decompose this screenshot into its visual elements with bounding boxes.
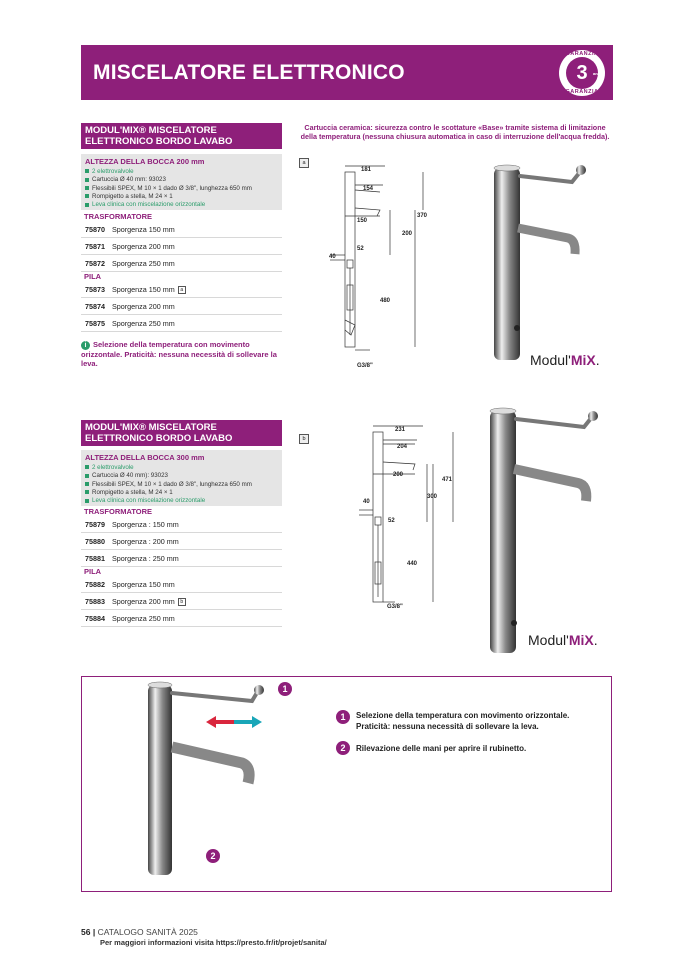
legend-marker-2: 2 (336, 741, 350, 755)
bullet-icon (85, 203, 89, 207)
product-faucet-image-1 (480, 160, 610, 360)
svg-text:200: 200 (393, 472, 404, 478)
spec-bullet: Leva clinica con miscelazione orizzontale (85, 201, 278, 209)
spec-bullet: Leva clinica con miscelazione orizzontale (85, 497, 278, 505)
svg-text:G3/8": G3/8" (387, 604, 403, 610)
product-faucet-image-2 (478, 405, 608, 655)
group-label-battery: PILA (84, 272, 102, 281)
marker-1: 1 (278, 682, 292, 696)
svg-text:52: 52 (357, 246, 364, 252)
badge-top-text: GARANZIA (565, 51, 599, 57)
spec-bullet: Rompigetto a stella, M 24 × 1 (85, 193, 278, 201)
section-2-title: MODUL'MIX® MISCELATORE ELETTRONICO BORDO LAVABO (81, 420, 282, 446)
feature-callout (81, 676, 612, 892)
warranty-badge (559, 50, 605, 96)
footer-page: 56 | CATALOGO SANITÀ 2025 (81, 927, 198, 937)
diagram-tag-icon: a (178, 286, 186, 294)
bullet-icon (85, 490, 89, 494)
section-2-specs (81, 450, 282, 506)
diagram-tag: a (299, 158, 309, 168)
spec-title: ALTEZZA DELLA BOCCA 200 mm (85, 157, 205, 166)
table-row: 75880 Sporgenza : 200 mm (81, 533, 282, 550)
svg-text:40: 40 (329, 254, 336, 260)
brand-logo: Modul'MiX. (528, 632, 598, 648)
svg-text:181: 181 (361, 167, 372, 173)
technical-drawing-2 (355, 422, 475, 612)
table-row: 75875 Sporgenza 250 mm (81, 315, 282, 332)
callout-faucet-image (142, 679, 272, 879)
svg-text:154: 154 (363, 186, 374, 192)
badge-unit: anni (593, 71, 602, 76)
spec-bullet: 2 elettrovalvole (85, 168, 278, 176)
page-title: MISCELATORE ELETTRONICO (93, 61, 405, 84)
badge-bottom-text: GARANZIA (565, 89, 599, 95)
svg-text:471: 471 (442, 477, 453, 483)
svg-text:370: 370 (417, 213, 428, 219)
svg-text:231: 231 (395, 427, 406, 433)
spec-bullet: 2 elettrovalvole (85, 464, 278, 472)
spec-bullet: Flessibili SPEX, M 10 × 1 dado Ø 3/8", lunghezza 650 mm (85, 481, 278, 489)
legend-marker-1: 1 (336, 710, 350, 724)
info-icon: i (81, 341, 90, 350)
bullet-icon (85, 169, 89, 173)
section-1-specs (81, 154, 282, 210)
header-banner (81, 45, 613, 100)
spec-bullet: Cartuccia Ø 40 mm): 93023 (85, 472, 278, 480)
svg-text:G3/8": G3/8" (357, 363, 373, 369)
footer-info-link[interactable]: Per maggiori informazioni visita https://presto.fr/it/projet/sanita/ (100, 938, 327, 947)
diagram-tag: b (299, 434, 309, 444)
table-row: 75871 Sporgenza 200 mm (81, 238, 282, 255)
table-row: 75872 Sporgenza 250 mm (81, 255, 282, 272)
bullet-icon (85, 465, 89, 469)
table-row: 75874 Sporgenza 200 mm (81, 298, 282, 315)
bullet-icon (85, 194, 89, 198)
spec-title: ALTEZZA DELLA BOCCA 300 mm (85, 453, 205, 462)
svg-text:150: 150 (357, 218, 368, 224)
spec-bullet: Flessibili SPEX, M 10 × 1 dado Ø 3/8", lunghezza 650 mm (85, 185, 278, 193)
table-row: 75884 Sporgenza 250 mm (81, 610, 282, 627)
svg-text:300: 300 (427, 494, 438, 500)
svg-text:440: 440 (407, 561, 418, 567)
table-row: 75883 Sporgenza 200 mm b (81, 593, 282, 610)
cartridge-note: Cartuccia ceramica: sicurezza contro le scottature «Base» tramite sistema di limitazione della temperatura (nessuna chiusura automatica in caso di interruzione dell'acqua fredda). (300, 123, 610, 141)
table-row: 75873 Sporgenza 150 mm a (81, 281, 282, 298)
table-row: 75881 Sporgenza : 250 mm (81, 550, 282, 567)
legend-item-1: Selezione della temperatura con movimento orizzontale. Praticità: nessuna necessità di sollevare la leva. (356, 711, 570, 731)
bullet-icon (85, 499, 89, 503)
spec-bullet: Cartuccia Ø 40 mm: 93023 (85, 176, 278, 184)
bullet-icon (85, 482, 89, 486)
technical-drawing-1 (325, 160, 445, 370)
svg-text:204: 204 (397, 444, 408, 450)
group-label-battery: PILA (84, 567, 102, 576)
svg-text:40: 40 (363, 499, 370, 505)
bullet-icon (85, 474, 89, 478)
legend-item-2: Rilevazione delle mani per aprire il rubinetto. (356, 744, 527, 753)
horizontal-move-arrow-icon (204, 715, 264, 729)
svg-text:200: 200 (402, 231, 413, 237)
table-row: 75882 Sporgenza 150 mm (81, 576, 282, 593)
bullet-icon (85, 178, 89, 182)
selection-note: i Selezione della temperatura con movimento orizzontale. Praticità: nessuna necessità di sollevare la leva. (81, 340, 277, 368)
diagram-tag-icon: b (178, 598, 186, 606)
group-label-transformer: TRASFORMATORE (84, 507, 153, 516)
bullet-icon (85, 186, 89, 190)
section-1-title: MODUL'MIX® MISCELATORE ELETTRONICO BORDO LAVABO (81, 123, 282, 149)
group-label-transformer: TRASFORMATORE (84, 212, 153, 221)
table-row: 75870 Sporgenza 150 mm (81, 221, 282, 238)
badge-number: 3 (566, 57, 598, 89)
marker-2: 2 (206, 849, 220, 863)
spec-bullet: Rompigetto a stella, M 24 × 1 (85, 489, 278, 497)
svg-text:52: 52 (388, 518, 395, 524)
svg-text:480: 480 (380, 298, 391, 304)
brand-logo: Modul'MiX. (530, 352, 600, 368)
table-row: 75879 Sporgenza : 150 mm (81, 516, 282, 533)
